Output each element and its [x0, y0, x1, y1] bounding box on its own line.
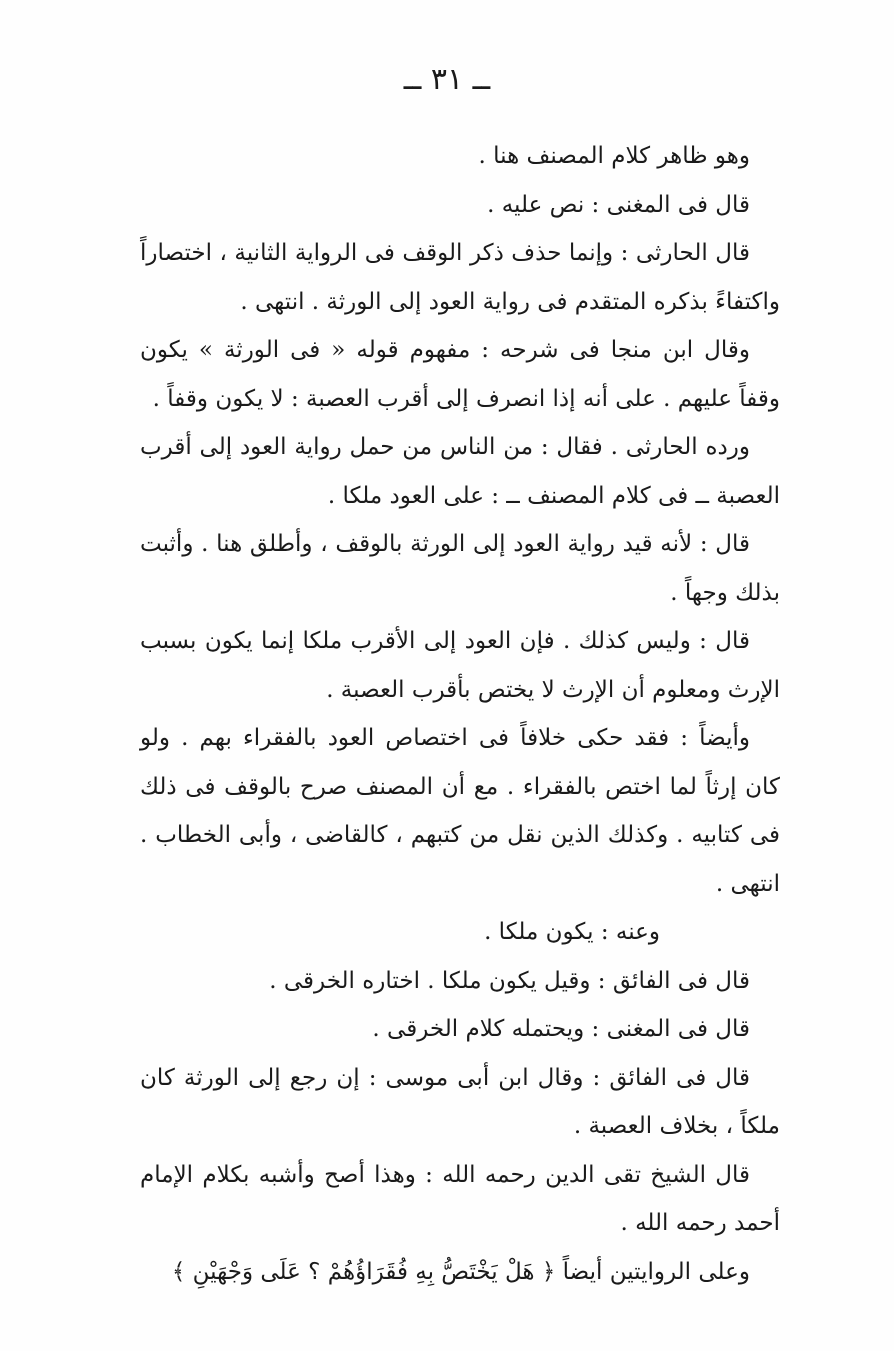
paragraph: وعنه : يكون ملكا .: [484, 919, 660, 945]
paragraph: وقال ابن منجا فى شرحه : مفهوم قوله « فى الورثة » يكون وقفاً عليهم . على أنه إذا انصرف إلى أقرب العصبة : لا يكون وقفاً .: [140, 337, 780, 412]
paragraph: قال فى الفائق : وقيل يكون ملكا . اختاره الخرقى .: [269, 967, 750, 994]
paragraph: وأيضاً : فقد حكى خلافاً فى اختصاص العود بالفقراء بهم . ولو كان إرثاً لما اختص بالفقراء . مع أن المصنف صرح بالوقف فى ذلك فى كتابيه . وكذلك الذين نقل من كتبهم ، كالقاضى ، وأبى الخطاب . انتهى .: [140, 725, 780, 897]
paragraph: قال الحارثى : وإنما حذف ذكر الوقف فى الرواية الثانية ، اختصاراً واكتفاءً بذكره المتقدم فى رواية العود إلى الورثة . انتهى .: [140, 240, 780, 315]
paragraph-quran-verse: وعلى الروايتين أيضاً ﴿ هَلْ يَخْتَصُّ بِهِ فُقَرَاؤُهُمْ ؟ عَلَى وَجْهَيْنِ ﴾: [171, 1258, 750, 1285]
paragraph: قال فى المغنى : نص عليه .: [487, 191, 750, 218]
paragraph: قال : وليس كذلك . فإن العود إلى الأقرب ملكا إنما يكون بسبب الإرث ومعلوم أن الإرث لا يختص بأقرب العصبة .: [140, 628, 780, 703]
page-number: ــ ٣١ ــ: [403, 62, 491, 97]
paragraph: قال : لأنه قيد رواية العود إلى الورثة بالوقف ، وأطلق هنا . وأثبت بذلك وجهاً .: [140, 531, 780, 606]
paragraph: ورده الحارثى . فقال : من الناس من حمل رواية العود إلى أقرب العصبة ــ فى كلام المصنف ــ : على العود ملكا .: [140, 434, 780, 509]
paragraph: قال فى المغنى : ويحتمله كلام الخرقى .: [372, 1016, 750, 1042]
paragraph: قال فى الفائق : وقال ابن أبى موسى : إن رجع إلى الورثة كان ملكاً ، بخلاف العصبة .: [140, 1064, 780, 1139]
body-text: [140, 132, 780, 1296]
paragraph: وهو ظاهر كلام المصنف هنا .: [478, 143, 750, 169]
paragraph: قال الشيخ تقى الدين رحمه الله : وهذا أصح وأشبه بكلام الإمام أحمد رحمه الله .: [140, 1161, 780, 1236]
